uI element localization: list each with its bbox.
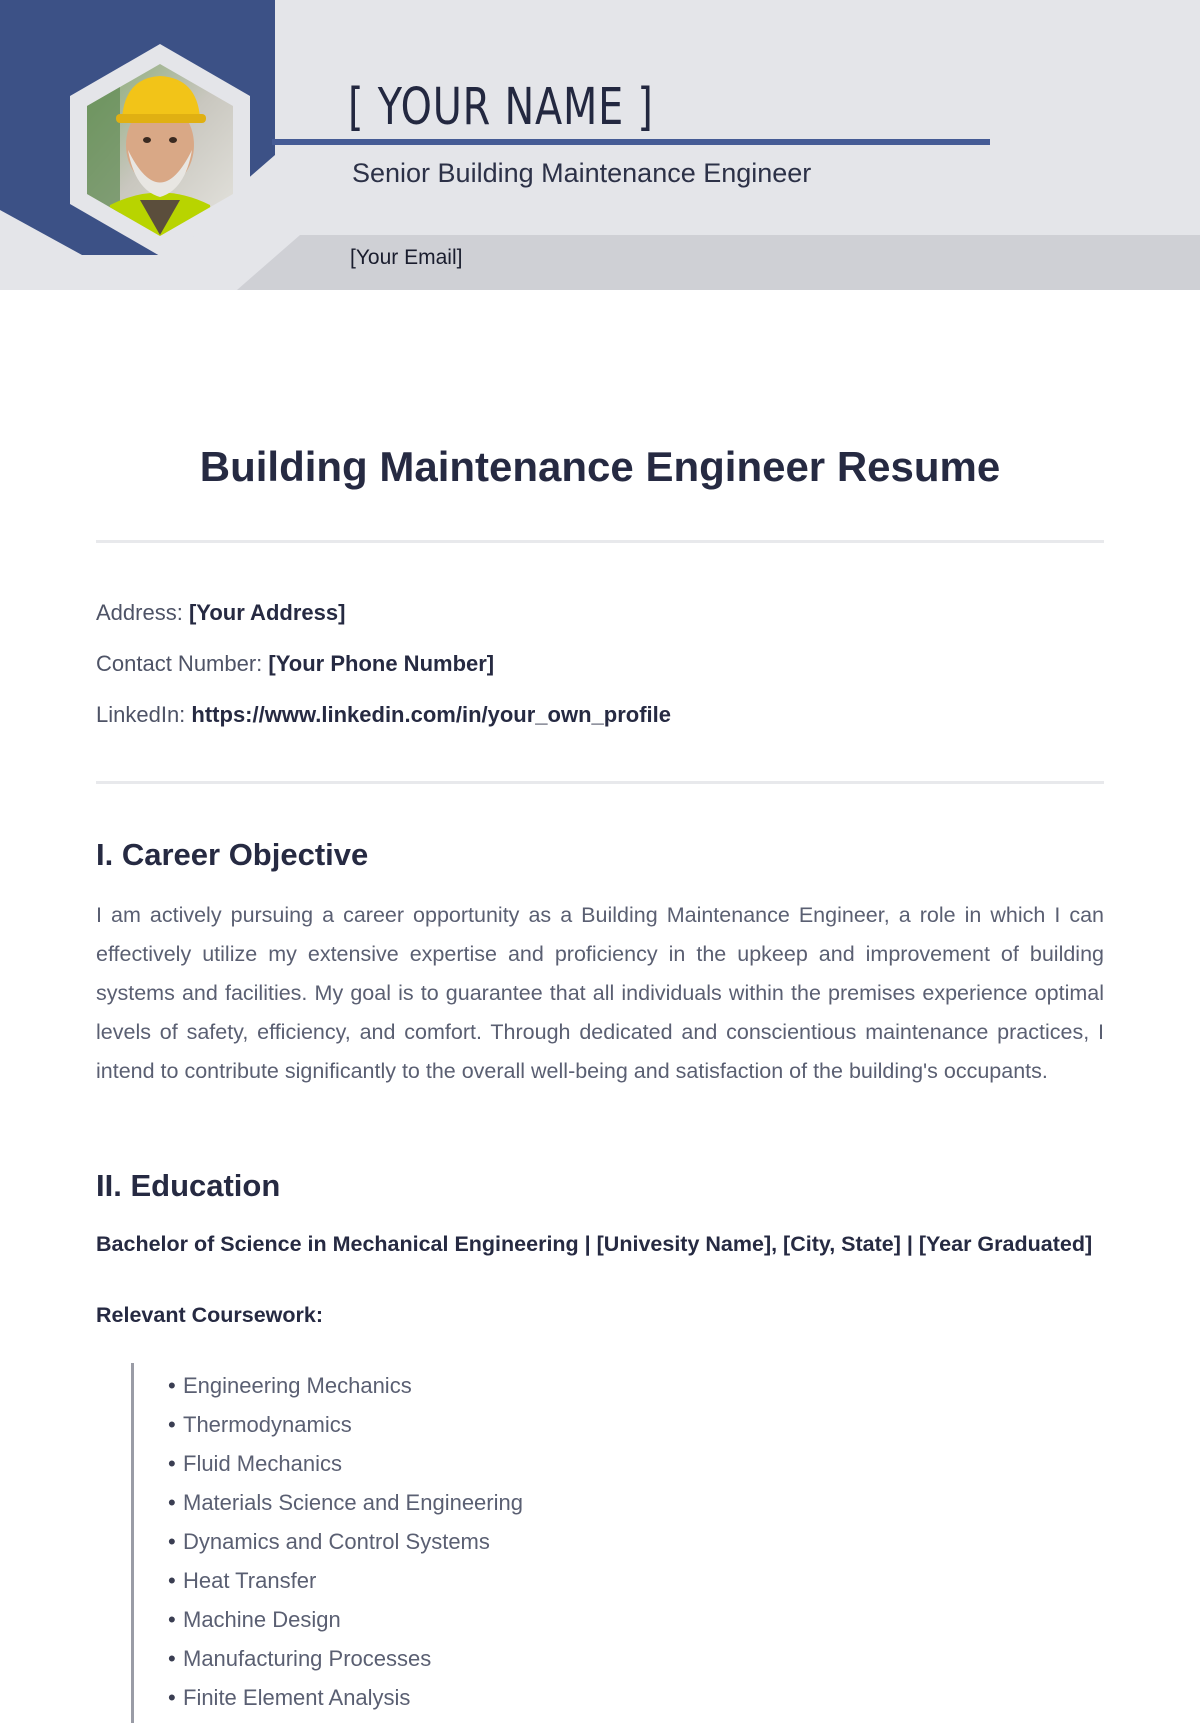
contact-address xyxy=(96,600,345,626)
phone-value: [Your Phone Number] xyxy=(268,651,495,676)
document-title: Building Maintenance Engineer Resume xyxy=(199,443,1001,490)
linkedin-label: LinkedIn: xyxy=(96,702,186,727)
contact-linkedin xyxy=(96,702,671,728)
career-objective-text: I am actively pursuing a career opportunity as a Building Maintenance Engineer, a role in which I can effectively utilize my extensive expertise and proficiency in the upkeep and improvement of building systems and facilities. My goal is to guarantee that all individuals within the premises experience optimal levels of safety, efficiency, and comfort. Through dedicated and conscientious maintenance practices, I intend to contribute significantly to the overall well-being and satisfaction of the building's occupants. xyxy=(96,903,1104,1083)
degree-line: Bachelor of Science in Mechanical Engineering | [Univesity Name], [City, State] | [Year Graduated] xyxy=(96,1232,1093,1256)
list-item: • Manufacturing Processes xyxy=(168,1646,432,1671)
list-item: • Materials Science and Engineering xyxy=(168,1490,523,1515)
list-item: • Fluid Mechanics xyxy=(168,1451,342,1476)
contact-phone xyxy=(96,651,494,677)
coursework-quote-bar xyxy=(131,1363,134,1723)
list-item: • Machine Design xyxy=(168,1607,341,1632)
profile-photo xyxy=(0,0,300,290)
resume-header xyxy=(0,0,1200,290)
divider-top xyxy=(96,540,1104,543)
education-heading: II. Education xyxy=(96,1168,281,1203)
list-item: • Heat Transfer xyxy=(168,1568,317,1593)
list-item: • Thermodynamics xyxy=(168,1412,352,1437)
address-label: Address: xyxy=(96,600,183,625)
career-objective-heading: I. Career Objective xyxy=(96,837,369,872)
job-title: Senior Building Maintenance Engineer xyxy=(352,158,812,188)
list-item: • Finite Element Analysis xyxy=(168,1685,411,1710)
divider-contact xyxy=(96,781,1104,784)
linkedin-link[interactable]: https://www.linkedin.com/in/your_own_profile xyxy=(191,702,671,727)
list-item: • Dynamics and Control Systems xyxy=(168,1529,490,1554)
candidate-name: [ YOUR NAME ] xyxy=(348,78,654,137)
email-placeholder: [Your Email] xyxy=(350,246,463,269)
coursework-list xyxy=(168,1366,523,1717)
list-item: • Engineering Mechanics xyxy=(168,1373,412,1398)
address-value: [Your Address] xyxy=(188,600,346,625)
phone-label: Contact Number: xyxy=(96,651,263,676)
name-underline xyxy=(272,139,990,145)
coursework-label: Relevant Coursework: xyxy=(96,1303,324,1327)
